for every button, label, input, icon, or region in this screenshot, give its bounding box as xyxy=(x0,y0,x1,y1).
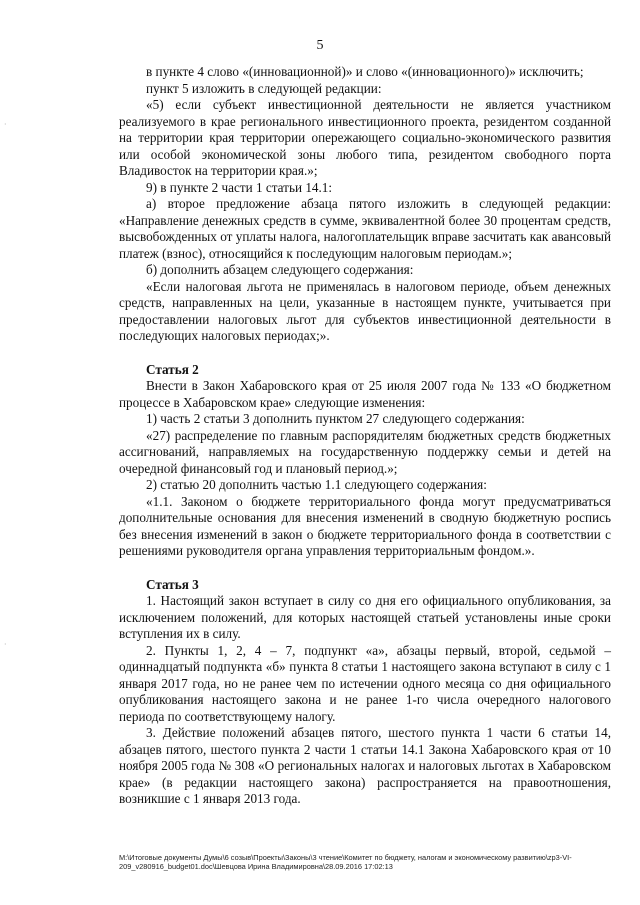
paragraph: «1.1. Законом о бюджете территориального фонда могут предусматриваться дополнительные основания для внесения изменений в сводную бюджетную роспись без внесения изменений в закон о бюджете территориального фонда в соответствии с решениями руководителя органа управления территориальным фондом.». xyxy=(119,493,611,558)
paragraph: 9) в пункте 2 части 1 статьи 14.1: xyxy=(146,179,333,195)
paragraph: 2) статью 20 дополнить частью 1.1 следующего содержания: xyxy=(146,477,487,492)
paragraph: 1. Настоящий закон вступает в силу со дня его официального опубликования, за исключением положений, для которых настоящей статьей установлены иные сроки вступления их в силу. xyxy=(119,593,611,641)
paragraph: а) второе предложение абзаца пятого изложить в следующей редакции: «Направление денежных средств в сумме, эквивалентной более 30 процентам средств, высвобожденных от уплаты налога, налогоплательщик вправе засчитать как авансовый платеж (взнос), относящийся к последующим налоговым периодам.»; xyxy=(119,196,611,261)
scan-mark: · xyxy=(4,640,7,649)
paragraph: в пункте 4 слово «(инновационной)» и слово «(инновационного)» исключить; xyxy=(146,64,584,79)
paragraph: б) дополнить абзацем следующего содержания: xyxy=(146,262,414,277)
paragraph: Внести в Закон Хабаровского края от 25 июля 2007 года № 133 «О бюджетном процессе в Хабаровском крае» следующие изменения: xyxy=(119,378,611,410)
scan-mark: · xyxy=(4,120,7,129)
document-body xyxy=(119,64,611,808)
paragraph: 3. Действие положений абзацев пятого, шестого пункта 1 части 6 статьи 14, абзацев пятого, шестого пункта 2 части 1 статьи 14.1 Закона Хабаровского края от 10 ноября 2005 года № 308 «О региональных налогах и налоговых льготах в Хабаровском крае» (в редакции настоящего закона) распространяется на правоотношения, возникшие с 1 января 2013 года. xyxy=(119,725,611,806)
page-number: 5 xyxy=(316,38,324,53)
paragraph: «5) если субъект инвестиционной деятельности не является участником реализуемого в крае регионального инвестиционного проекта, резидентом созданной на территории края территории опережающего социально-экономического развития или особой экономической зоны любого типа, резидентом свободного порта Владивосток на территории края.»; xyxy=(119,97,611,178)
paragraph: «27) распределение по главным распорядителям бюджетных средств бюджетных ассигнований, направляемых на государственную поддержку семьи и детей на очередной финансовый год и плановый период.»; xyxy=(119,427,611,476)
paragraph: «Если налоговая льгота не применялась в налоговом периоде, объем денежных средств, направленных на цели, указанные в настоящем пункте, учитывается при предоставлении налоговых льгот для субъектов инвестиционной деятельности в последующих налоговых периодах;». xyxy=(119,278,611,343)
paragraph: пункт 5 изложить в следующей редакции: xyxy=(146,80,382,96)
article-heading: Статья 2 xyxy=(146,361,199,377)
file-path-footer: М:\Итоговые документы Думы\6 созыв\Проекты\Законы\3 чтение\Комитет по бюджету, налогам и экономическому развитию\zp3-VI-209_v280916_budget01.doc\Шевцова Ирина Владимировна\28.09.2016 17:02:13 xyxy=(119,853,572,871)
article-heading: Статья 3 xyxy=(146,576,199,592)
paragraph: 1) часть 2 статьи 3 дополнить пунктом 27 следующего содержания: xyxy=(146,411,525,426)
paragraph: 2. Пункты 1, 2, 4 – 7, подпункт «а», абзацы первый, второй, седьмой – одиннадцатый подпункта «б» пункта 8 статьи 1 настоящего закона вступают в силу с 1 января 2017 года, но не ранее чем по истечении одного месяца со дня официального опубликования настоящего закона и не ранее 1-го числа очередного налогового периода по соответствующему налогу. xyxy=(119,642,611,724)
